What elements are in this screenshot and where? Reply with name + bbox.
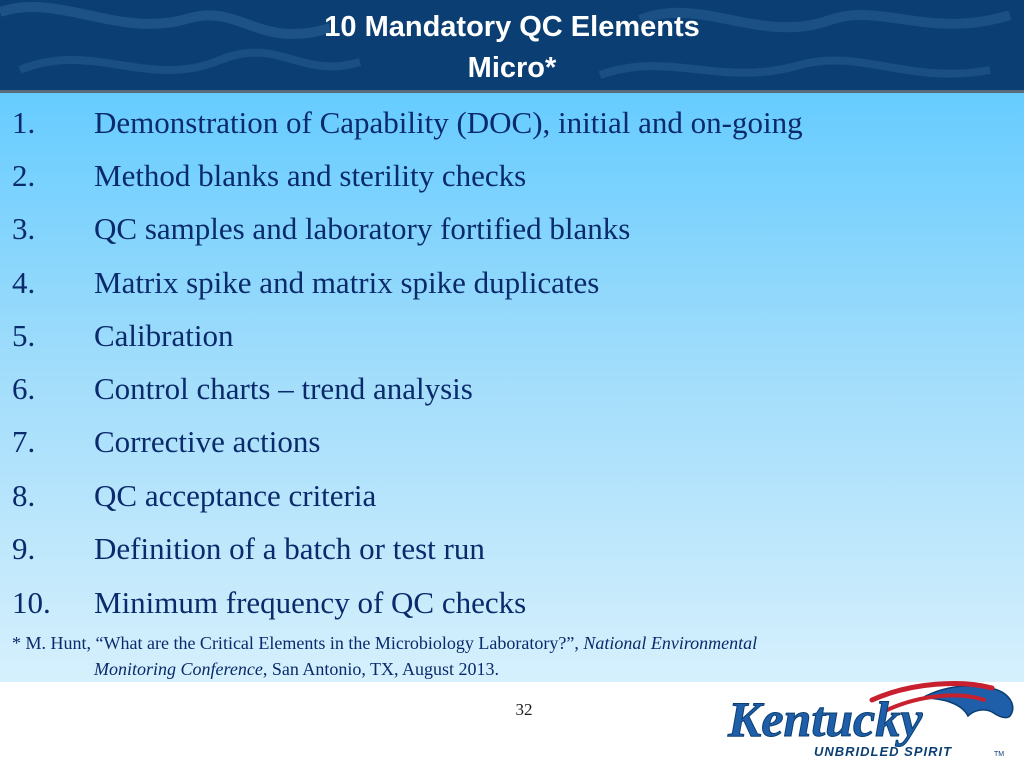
logo-wordmark: Kentucky	[728, 691, 923, 747]
footnote-conference-part2: Monitoring Conference	[94, 659, 263, 679]
list-item-number: 9.	[12, 531, 36, 566]
list-item-text: QC samples and laboratory fortified blanks	[94, 211, 631, 246]
footnote-citation: * M. Hunt, “What are the Critical Elements in the Microbiology Laboratory?”,	[12, 633, 579, 653]
list-item-number: 7.	[12, 424, 36, 459]
kentucky-logo	[722, 680, 1018, 764]
list-item-number: 4.	[12, 265, 36, 300]
horse-head-icon	[922, 686, 1013, 718]
list-item-text: Calibration	[94, 318, 234, 353]
list-item-number: 8.	[12, 478, 36, 513]
list-item-text: Control charts – trend analysis	[94, 371, 473, 406]
footnote-location-date: , San Antonio, TX, August 2013.	[262, 659, 500, 679]
page-number: 32	[515, 700, 533, 719]
list-item-text: Demonstration of Capability (DOC), initial and on-going	[94, 105, 803, 140]
list-item-text: Corrective actions	[94, 424, 321, 459]
list-item-text: QC acceptance criteria	[94, 478, 377, 513]
list-item-number: 1.	[12, 105, 36, 140]
list-item-text: Matrix spike and matrix spike duplicates	[94, 265, 600, 300]
logo-tagline: UNBRIDLED SPIRIT	[814, 744, 953, 759]
footnote-line1	[12, 630, 1002, 656]
footnote-conference-part1: National Environmental	[583, 633, 758, 653]
list-item-number: 10.	[12, 585, 51, 620]
list-item-number: 5.	[12, 318, 36, 353]
footnote-line2	[94, 656, 1024, 682]
list-item-number: 3.	[12, 211, 36, 246]
logo-trademark: TM	[994, 751, 1005, 758]
list-item-text: Method blanks and sterility checks	[94, 158, 527, 193]
list-item-number: 6.	[12, 371, 36, 406]
slide-title-line2: Micro*	[467, 52, 557, 84]
list-item-number: 2.	[12, 158, 36, 193]
list-item-text: Definition of a batch or test run	[94, 531, 485, 566]
slide-header	[0, 0, 1024, 90]
slide-title-line1: 10 Mandatory QC Elements	[324, 11, 700, 43]
list-item-text: Minimum frequency of QC checks	[94, 585, 527, 620]
